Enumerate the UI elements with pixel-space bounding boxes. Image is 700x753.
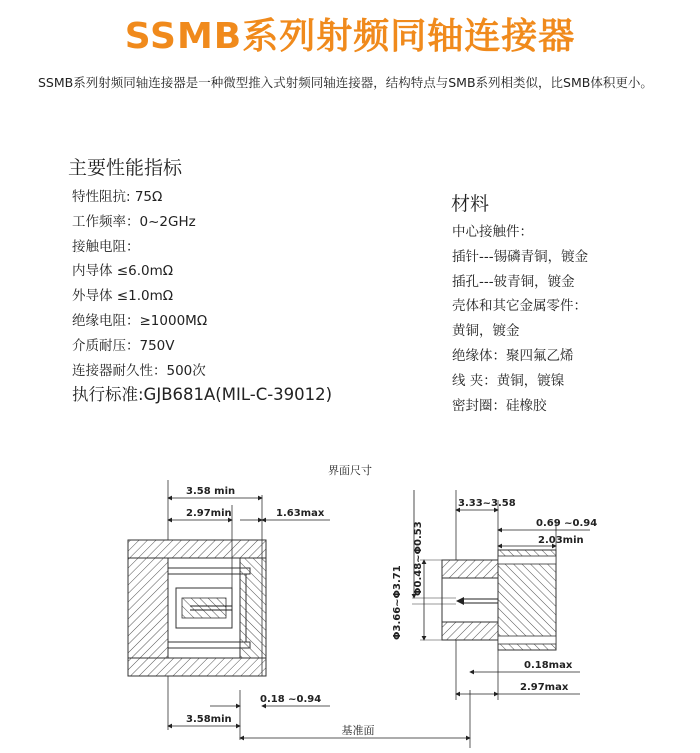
specs-list xyxy=(72,185,332,408)
dim-label: 3.58 min xyxy=(186,486,236,497)
page-title: SSMB系列射频同轴连接器 xyxy=(124,16,576,57)
dim-label: 2.97max xyxy=(520,682,569,693)
dim-label: Φ3.66~Φ3.71 xyxy=(392,565,403,640)
interface-dimension-drawing xyxy=(0,455,700,753)
standard-text: 执行标准:GJB681A(MIL-C-39012) xyxy=(72,385,333,405)
material-item: 线 夹：黄铜，镀镍 xyxy=(452,372,565,389)
material-item: 密封圈：硅橡胶 xyxy=(452,397,547,414)
spec-item: 内导体 ≤6.0mΩ xyxy=(72,263,174,280)
dim-label: 0.69 ~0.94 xyxy=(536,518,598,529)
dim-label: 0.18 ~0.94 xyxy=(260,694,322,705)
left-connector-section xyxy=(128,480,266,740)
material-item: 中心接触件： xyxy=(452,224,533,240)
specs-heading: 主要性能指标 xyxy=(68,157,183,179)
dim-label: 1.63max xyxy=(276,508,325,519)
materials-heading: 材料 xyxy=(451,193,490,215)
material-item: 壳体和其它金属零件： xyxy=(452,298,587,315)
materials-list xyxy=(452,220,588,418)
dim-label: 2.03min xyxy=(538,535,584,546)
spec-item: 外导体 ≤1.0mΩ xyxy=(72,288,174,305)
dim-label: 3.33~3.58 xyxy=(458,498,516,509)
spec-item: 接触电阻： xyxy=(72,238,140,255)
spec-item: 绝缘电阻：≥1000MΩ xyxy=(72,312,208,329)
material-item: 插孔---铍青铜，镀金 xyxy=(452,273,575,290)
spec-item: 介质耐压：750V xyxy=(72,337,175,354)
dim-label: 3.58min xyxy=(186,714,232,725)
material-item: 绝缘体：聚四氟乙烯 xyxy=(452,347,574,364)
dim-label: Φ0.48~Φ0.53 xyxy=(413,521,424,596)
dim-label: 0.18max xyxy=(524,660,573,671)
drawing-caption: 界面尺寸 xyxy=(328,464,372,477)
spec-item: 工作频率：0~2GHz xyxy=(72,213,196,230)
intro-paragraph: SSMB系列射频同轴连接器是一种微型推入式射频同轴连接器，结构特点与SMB系列相类似，比SMB体积更小。 xyxy=(38,75,653,90)
material-item: 插针---锡磷青铜，镀金 xyxy=(452,248,589,265)
spec-item: 特性阻抗: 75Ω xyxy=(72,189,163,205)
material-item: 黄铜，镀金 xyxy=(452,323,520,340)
spec-item: 连接器耐久性：500次 xyxy=(72,362,206,379)
dim-label: 2.97min xyxy=(186,508,232,519)
right-dimensions xyxy=(392,490,597,694)
reference-plane-label: 基准面 xyxy=(341,724,375,737)
